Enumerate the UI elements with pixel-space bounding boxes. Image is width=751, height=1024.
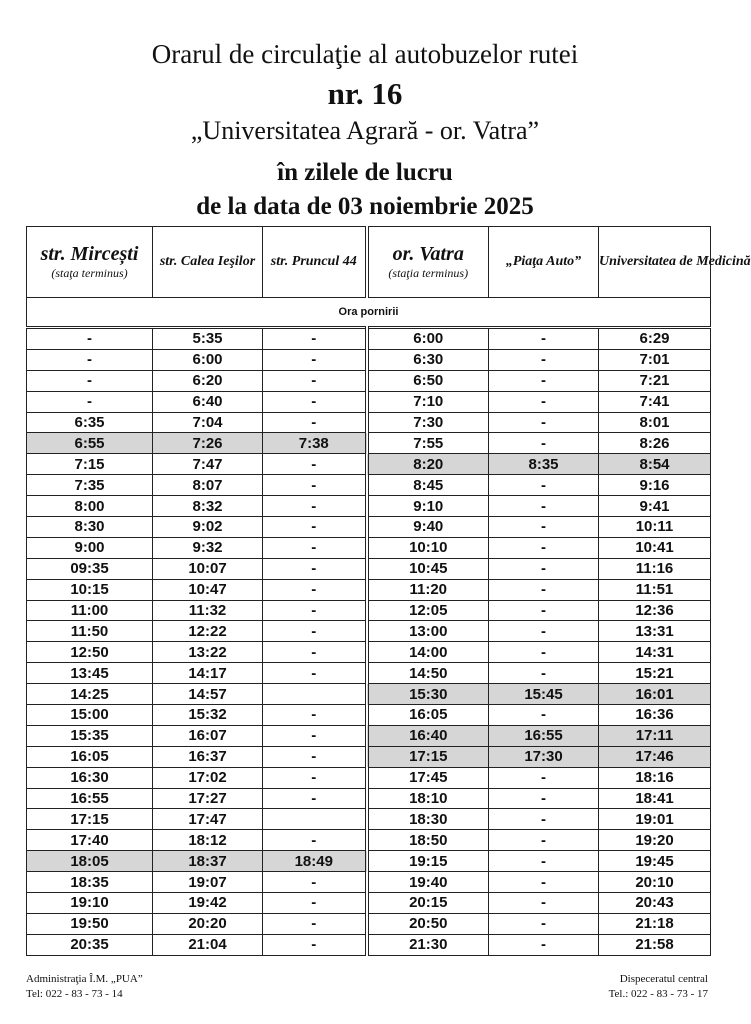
time-cell: 19:15 — [367, 851, 489, 872]
time-cell: 14:50 — [367, 663, 489, 684]
time-cell: 20:20 — [153, 913, 263, 934]
time-cell: - — [27, 370, 153, 391]
time-cell: - — [489, 851, 599, 872]
time-cell: - — [263, 913, 367, 934]
table-row — [27, 725, 711, 746]
time-cell: 6:35 — [27, 412, 153, 433]
time-cell: - — [263, 600, 367, 621]
time-cell: - — [263, 767, 367, 788]
time-cell: 8:00 — [27, 496, 153, 517]
table-row — [27, 767, 711, 788]
time-cell: 16:01 — [599, 684, 711, 705]
time-cell: 16:05 — [367, 705, 489, 726]
time-cell: - — [263, 454, 367, 475]
time-cell: - — [489, 391, 599, 412]
time-cell: 9:41 — [599, 496, 711, 517]
table-row — [27, 642, 711, 663]
time-cell: - — [489, 934, 599, 955]
route-name: „Universitatea Agrară - or. Vatra” — [190, 116, 540, 145]
time-cell: 6:20 — [153, 370, 263, 391]
time-cell: 16:55 — [489, 725, 599, 746]
table-row — [27, 788, 711, 809]
time-cell: 7:47 — [153, 454, 263, 475]
time-cell: 10:15 — [27, 579, 153, 600]
time-cell: - — [263, 725, 367, 746]
column-header-piata-auto: „Piaţa Auto” — [489, 227, 599, 298]
time-cell: 5:35 — [153, 328, 263, 350]
time-cell: - — [489, 558, 599, 579]
time-cell: - — [489, 830, 599, 851]
time-cell: 9:40 — [367, 517, 489, 538]
time-cell: 10:45 — [367, 558, 489, 579]
time-cell: - — [263, 517, 367, 538]
time-cell: 7:35 — [27, 475, 153, 496]
time-cell: 13:31 — [599, 621, 711, 642]
time-cell: 8:07 — [153, 475, 263, 496]
time-cell: 17:47 — [153, 809, 263, 830]
time-cell: - — [27, 328, 153, 350]
time-cell: 18:05 — [27, 851, 153, 872]
table-row — [27, 349, 711, 370]
time-cell: 8:45 — [367, 475, 489, 496]
time-cell: - — [489, 913, 599, 934]
time-cell: 7:38 — [263, 433, 367, 454]
table-row — [27, 684, 711, 705]
time-cell: 18:10 — [367, 788, 489, 809]
time-cell: 7:55 — [367, 433, 489, 454]
time-cell: 7:41 — [599, 391, 711, 412]
time-cell: 18:30 — [367, 809, 489, 830]
time-cell: 17:27 — [153, 788, 263, 809]
time-cell: 11:50 — [27, 621, 153, 642]
table-row — [27, 851, 711, 872]
time-cell: - — [489, 788, 599, 809]
table-row — [27, 600, 711, 621]
time-cell: 18:50 — [367, 830, 489, 851]
table-row — [27, 517, 711, 538]
time-cell: - — [263, 370, 367, 391]
table-row — [27, 809, 711, 830]
time-cell: - — [489, 705, 599, 726]
time-cell: 12:36 — [599, 600, 711, 621]
timetable-header-row — [27, 227, 711, 298]
time-cell: 16:40 — [367, 725, 489, 746]
time-cell: 17:40 — [27, 830, 153, 851]
time-cell: 17:11 — [599, 725, 711, 746]
time-cell: 21:04 — [153, 934, 263, 955]
time-cell: 19:40 — [367, 872, 489, 893]
time-cell: - — [489, 893, 599, 914]
time-cell: 13:45 — [27, 663, 153, 684]
time-cell: 10:47 — [153, 579, 263, 600]
time-cell: 19:50 — [27, 913, 153, 934]
dispatch-name: Dispeceratul central — [619, 973, 708, 985]
time-cell: - — [489, 537, 599, 558]
time-cell: 8:35 — [489, 454, 599, 475]
time-cell: 17:45 — [367, 767, 489, 788]
time-cell: 09:35 — [27, 558, 153, 579]
time-cell: 19:20 — [599, 830, 711, 851]
time-cell: 19:01 — [599, 809, 711, 830]
time-cell: 20:35 — [27, 934, 153, 955]
time-cell: - — [263, 872, 367, 893]
time-cell: 9:32 — [153, 537, 263, 558]
timetable-body — [27, 328, 711, 956]
table-row — [27, 746, 711, 767]
time-cell: - — [489, 621, 599, 642]
time-cell: 17:15 — [367, 746, 489, 767]
time-cell: 11:16 — [599, 558, 711, 579]
time-cell: 12:50 — [27, 642, 153, 663]
time-cell: 20:10 — [599, 872, 711, 893]
time-cell: - — [263, 349, 367, 370]
time-cell: 14:00 — [367, 642, 489, 663]
time-cell: 15:30 — [367, 684, 489, 705]
table-row — [27, 391, 711, 412]
time-cell: 7:30 — [367, 412, 489, 433]
administration-name: Administraţia Î.M. „PUA” — [26, 973, 143, 985]
time-cell: 17:15 — [27, 809, 153, 830]
time-cell: 6:00 — [367, 328, 489, 350]
time-cell: 15:35 — [27, 725, 153, 746]
time-cell: 6:55 — [27, 433, 153, 454]
time-cell: 20:15 — [367, 893, 489, 914]
time-cell: 15:45 — [489, 684, 599, 705]
time-cell: - — [489, 349, 599, 370]
time-cell: 21:58 — [599, 934, 711, 955]
column-header-vatra: or. Vatra (staţia terminus) — [367, 227, 489, 298]
table-row — [27, 913, 711, 934]
table-row — [27, 893, 711, 914]
time-cell: 20:43 — [599, 893, 711, 914]
table-row — [27, 663, 711, 684]
time-cell: 21:30 — [367, 934, 489, 955]
administration-phone: Tel: 022 - 83 - 73 - 14 — [26, 988, 123, 1000]
time-cell: 7:01 — [599, 349, 711, 370]
table-row — [27, 830, 711, 851]
time-cell: - — [489, 370, 599, 391]
table-row — [27, 579, 711, 600]
time-cell: 16:30 — [27, 767, 153, 788]
time-cell: 11:32 — [153, 600, 263, 621]
time-cell: - — [27, 391, 153, 412]
time-cell: - — [489, 475, 599, 496]
time-cell: 9:10 — [367, 496, 489, 517]
time-cell: 17:46 — [599, 746, 711, 767]
time-cell: 14:25 — [27, 684, 153, 705]
time-cell: 11:51 — [599, 579, 711, 600]
time-cell: 10:10 — [367, 537, 489, 558]
time-cell: - — [489, 328, 599, 350]
table-row — [27, 412, 711, 433]
time-cell: - — [489, 600, 599, 621]
table-row — [27, 475, 711, 496]
time-cell: - — [263, 830, 367, 851]
time-cell: - — [489, 496, 599, 517]
time-cell: 9:00 — [27, 537, 153, 558]
time-cell: - — [263, 788, 367, 809]
time-cell: - — [263, 705, 367, 726]
time-cell: 16:37 — [153, 746, 263, 767]
time-cell: - — [263, 496, 367, 517]
time-cell: 18:37 — [153, 851, 263, 872]
time-cell: 15:00 — [27, 705, 153, 726]
footer-dispatch — [609, 972, 708, 1002]
time-cell: 17:02 — [153, 767, 263, 788]
time-cell: 18:41 — [599, 788, 711, 809]
footer-administration — [26, 972, 143, 1002]
time-cell: - — [489, 872, 599, 893]
time-cell: 14:17 — [153, 663, 263, 684]
time-cell: 8:01 — [599, 412, 711, 433]
time-cell: 11:00 — [27, 600, 153, 621]
time-cell: 12:05 — [367, 600, 489, 621]
time-cell: 7:15 — [27, 454, 153, 475]
time-cell: 14:57 — [153, 684, 263, 705]
time-cell: - — [489, 642, 599, 663]
time-cell: 6:00 — [153, 349, 263, 370]
time-cell: 18:49 — [263, 851, 367, 872]
time-cell: 7:26 — [153, 433, 263, 454]
time-cell: - — [263, 642, 367, 663]
time-cell: 14:31 — [599, 642, 711, 663]
table-row — [27, 328, 711, 350]
column-header-calea-iesilor: str. Calea Ieşilor — [153, 227, 263, 298]
time-cell: 18:16 — [599, 767, 711, 788]
time-cell: 18:35 — [27, 872, 153, 893]
time-cell: 16:07 — [153, 725, 263, 746]
time-cell: - — [263, 391, 367, 412]
time-cell: - — [489, 412, 599, 433]
time-cell: 8:32 — [153, 496, 263, 517]
table-row — [27, 370, 711, 391]
time-cell: - — [263, 558, 367, 579]
table-row — [27, 433, 711, 454]
time-cell: - — [263, 579, 367, 600]
time-cell: - — [489, 579, 599, 600]
time-cell: 16:55 — [27, 788, 153, 809]
time-cell: - — [489, 517, 599, 538]
time-cell: 15:32 — [153, 705, 263, 726]
time-cell: - — [489, 663, 599, 684]
table-row — [27, 705, 711, 726]
route-number: nr. 16 — [327, 76, 403, 111]
time-cell: 6:50 — [367, 370, 489, 391]
time-cell: 10:41 — [599, 537, 711, 558]
time-cell: 13:00 — [367, 621, 489, 642]
table-row — [27, 934, 711, 955]
time-cell: - — [263, 475, 367, 496]
time-cell: - — [263, 328, 367, 350]
time-cell: 13:22 — [153, 642, 263, 663]
table-row — [27, 872, 711, 893]
time-cell: 19:45 — [599, 851, 711, 872]
time-cell: 16:36 — [599, 705, 711, 726]
schedule-title: Orarul de circulaţie al autobuzelor rutei — [151, 39, 579, 69]
time-cell: 7:04 — [153, 412, 263, 433]
time-cell: 7:21 — [599, 370, 711, 391]
time-cell — [263, 809, 367, 830]
time-cell: 10:11 — [599, 517, 711, 538]
time-cell: 12:22 — [153, 621, 263, 642]
time-cell: 19:07 — [153, 872, 263, 893]
time-cell: - — [263, 893, 367, 914]
time-cell: 7:10 — [367, 391, 489, 412]
time-cell: 8:26 — [599, 433, 711, 454]
time-cell: 9:16 — [599, 475, 711, 496]
time-cell: - — [489, 433, 599, 454]
time-cell: 16:05 — [27, 746, 153, 767]
departure-label-row — [27, 298, 711, 328]
table-row — [27, 496, 711, 517]
schedule-date: de la data de 03 noiembrie 2025 — [196, 193, 534, 220]
time-cell: 15:21 — [599, 663, 711, 684]
table-row — [27, 454, 711, 475]
time-cell: 17:30 — [489, 746, 599, 767]
time-cell: 9:02 — [153, 517, 263, 538]
column-header-mircesti: str. Mircești (staţa terminus) — [27, 227, 153, 298]
column-header-pruncul: str. Pruncul 44 — [263, 227, 367, 298]
time-cell — [263, 684, 367, 705]
time-cell: 20:50 — [367, 913, 489, 934]
time-cell: - — [489, 809, 599, 830]
time-cell: - — [263, 934, 367, 955]
time-cell: - — [489, 767, 599, 788]
time-cell: 19:10 — [27, 893, 153, 914]
dispatch-phone: Tel.: 022 - 83 - 73 - 17 — [608, 988, 708, 1000]
time-cell: - — [263, 412, 367, 433]
time-cell: 6:30 — [367, 349, 489, 370]
time-cell: 21:18 — [599, 913, 711, 934]
time-cell: 19:42 — [153, 893, 263, 914]
time-cell: - — [263, 537, 367, 558]
departure-label: Ora pornirii — [27, 298, 711, 328]
table-row — [27, 537, 711, 558]
table-row — [27, 621, 711, 642]
column-header-univ-medicina: Universitatea de Medicină — [599, 227, 711, 298]
time-cell: 8:54 — [599, 454, 711, 475]
time-cell: 8:20 — [367, 454, 489, 475]
time-cell: 8:30 — [27, 517, 153, 538]
time-cell: 6:40 — [153, 391, 263, 412]
time-cell: - — [263, 746, 367, 767]
time-cell: - — [27, 349, 153, 370]
schedule-days: în zilele de lucru — [277, 159, 453, 186]
time-cell: 11:20 — [367, 579, 489, 600]
time-cell: - — [263, 621, 367, 642]
table-row — [27, 558, 711, 579]
time-cell: 6:29 — [599, 328, 711, 350]
time-cell: 10:07 — [153, 558, 263, 579]
timetable — [26, 226, 751, 956]
time-cell: 18:12 — [153, 830, 263, 851]
time-cell: - — [263, 663, 367, 684]
